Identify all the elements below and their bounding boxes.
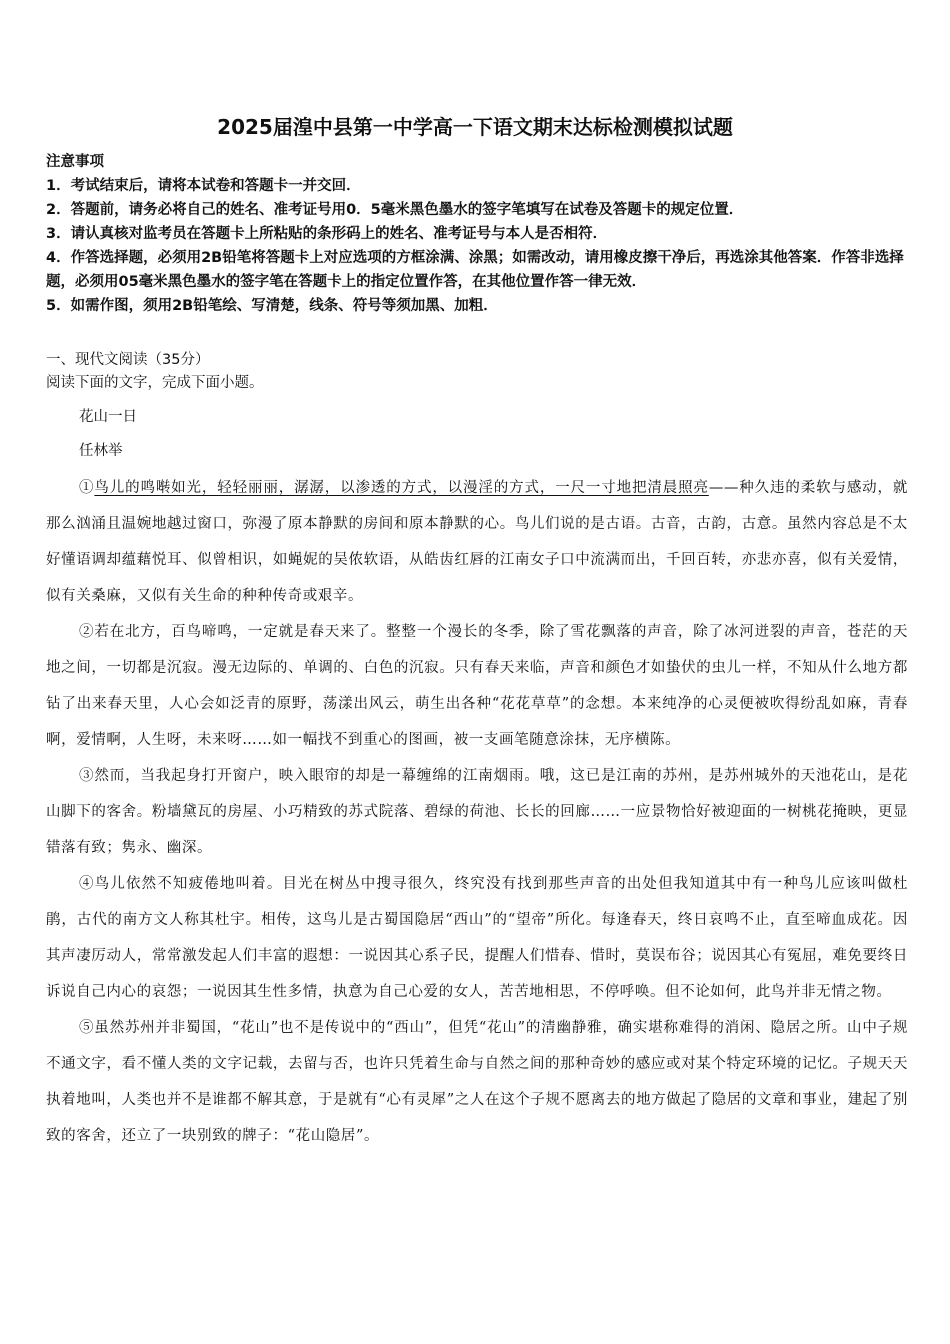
paragraph-5: ⑤虽然苏州并非蜀国，“花山”也不是传说中的“西山”，但凭“花山”的清幽静雅，确实堪称难得的消闲、隐居之所。山中子规不通文字，看不懂人类的文字记载，去留与否，也许只凭着生命与自然之间的那种奇妙的感应或对某个特定环境的记忆。子规天天执着地叫，人类也并不是谁都不解其意，于是就有“心有灵犀”之人在这个子规不愿离去的地方做起了隐居的文章和事业，建起了别致的客舍，还立了一块别致的牌子：“花山隐居”。 [46,1020,908,1144]
article-body [46,470,908,1154]
paragraph-1 [46,470,908,614]
notice-item: 4．作答选择题，必须用2B铅笔将答题卡上对应选项的方框涂满、涂黑；如需改动，请用橡皮擦干净后，再选涂其他答案．作答非选择题，必须用05毫米黑色墨水的签字笔在答题卡上的指定位置作答，在其他位置作答一律无效． [46,250,904,290]
paragraph-4: ④鸟儿依然不知疲倦地叫着。目光在树丛中搜寻很久，终究没有找到那些声音的出处但我知道其中有一种鸟儿应该叫做杜鹃，古代的南方文人称其杜宇。相传，这鸟儿是古蜀国隐居“西山”的“望帝”所化。每逢春天，终日哀鸣不止，直至啼血成花。因其声凄厉动人，常常激发起人们丰富的遐想：一说因其心系子民，提醒人们惜春、惜时，莫误布谷；说因其心有冤屈，难免要终日诉说自己内心的哀怨；一说因其生性多情，执意为自己心爱的女人，苦苦地相思，不停呼唤。但不论如何，此鸟并非无情之物。 [46,876,908,1000]
article-title: 花山一日 [79,409,137,425]
notice-item: 5．如需作图，须用2B铅笔绘、写清楚，线条、符号等须加黑、加粗． [46,298,498,314]
notice-heading: 注意事项 [46,154,104,170]
notice-item: 2．答题前，请务必将自己的姓名、准考证号用0．5毫米黑色墨水的签字笔填写在试卷及答题卡的规定位置． [46,202,744,218]
page-title: 2025届湟中县第一中学高一下语文期末达标检测模拟试题 [217,115,733,139]
section-heading: 一、现代文阅读（35分） [46,352,210,368]
article-author: 任林举 [79,443,123,459]
notice-item: 1．考试结束后，请将本试卷和答题卡一并交回． [46,178,361,194]
underlined-sentence: 鸟儿的鸣啭如光，轻轻丽丽，潺潺，以渗透的方式，以漫淫的方式，一尺一寸地把清晨照亮 [94,480,709,496]
paragraph-2: ②若在北方，百鸟啼鸣，一定就是春天来了。整整一个漫长的冬季，除了雪花飘落的声音，除了冰河迸裂的声音，苍茫的天地之间，一切都是沉寂。漫无边际的、单调的、白色的沉寂。只有春天来临，声音和颜色才如蛰伏的虫儿一样，不知从什么地方都钻了出来春天里，人心会如泛青的原野，荡漾出风云，萌生出各种“花花草草”的念想。本来纯净的心灵便被吹得纷乱如麻，青春啊，爱情啊，人生呀，未来呀……如一幅找不到重心的图画，被一支画笔随意涂抹，无序横陈。 [46,624,908,748]
paragraph-text: ——种久违的柔软与感动，就那么汹涌且温婉地越过窗口，弥漫了原本静默的房间和原本静默的心。鸟儿们说的是古语。古音，古韵，古意。虽然内容总是不太好懂语调却蕴藉悦耳、似曾相识，如蝇妮的吴侬软语，从皓齿红唇的江南女子口中流满而出，千回百转，亦悲亦喜，似有关爱情，似有关桑麻，又似有关生命的种种传奇或艰辛。 [46,480,908,604]
notice-block [46,150,914,318]
paragraph-marker: ① [79,480,95,496]
section-instruction: 阅读下面的文字，完成下面小题。 [46,375,264,391]
paragraph-3: ③然而，当我起身打开窗户，映入眼帘的却是一幕缠绵的江南烟雨。哦，这已是江南的苏州，是苏州城外的天池花山，是花山脚下的客舍。粉墙黛瓦的房屋、小巧精致的苏式院落、碧绿的荷池、长长的回廊……一应景物恰好被迎面的一树桃花掩映，更显错落有致；隽永、幽深。 [46,768,908,856]
notice-item: 3．请认真核对监考员在答题卡上所粘贴的条形码上的姓名、准考证号与本人是否相符． [46,226,608,242]
reading-section [46,349,914,463]
